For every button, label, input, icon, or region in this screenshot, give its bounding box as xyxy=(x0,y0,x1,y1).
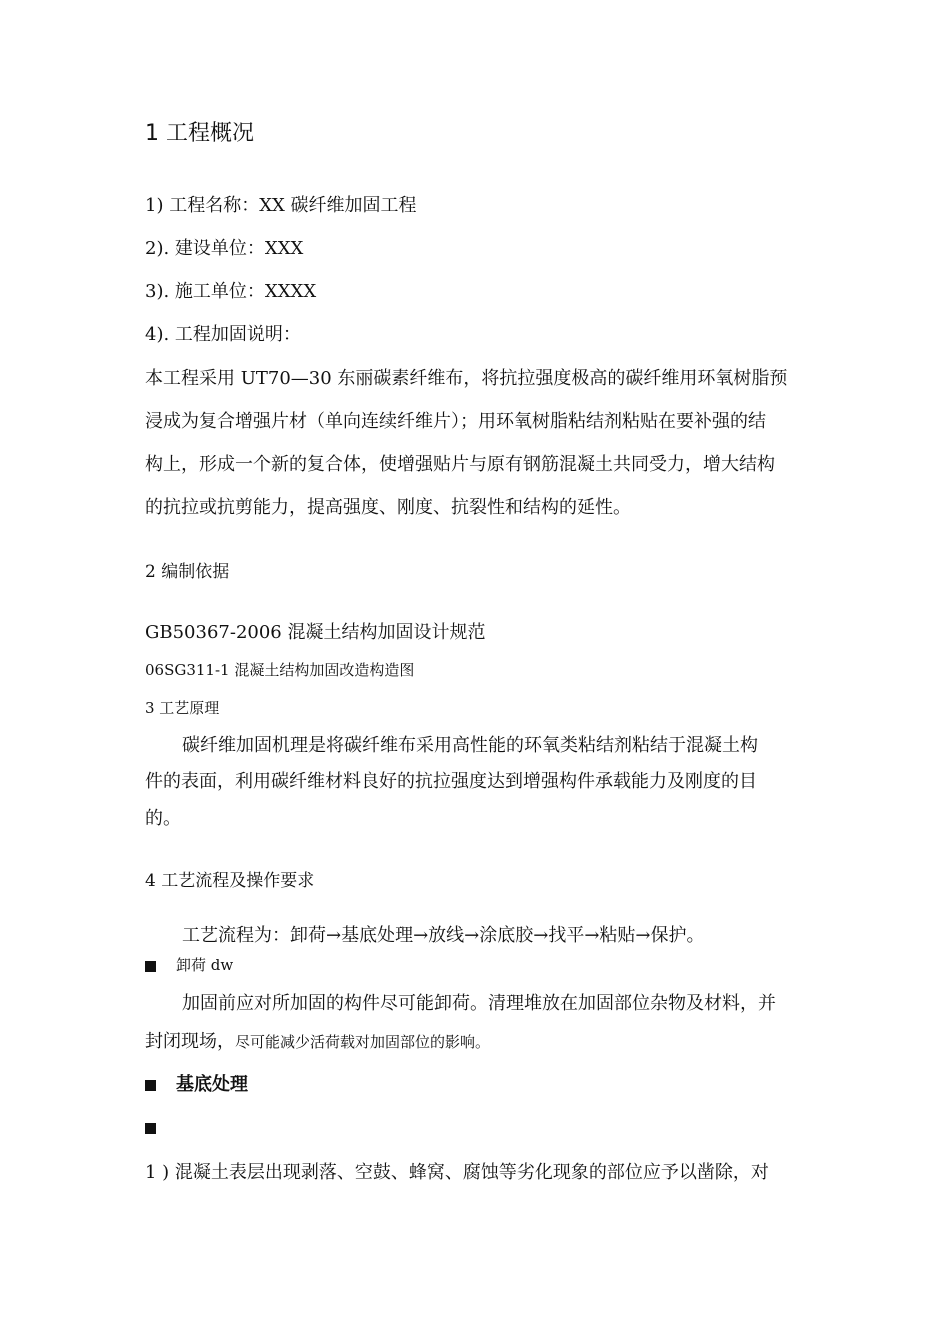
contractor-item: 3). 施工单位：XXXX xyxy=(145,281,317,302)
section-3-heading: 3 工艺原理 xyxy=(145,699,220,717)
square-bullet-icon xyxy=(145,1123,156,1134)
section-3-paragraph-line: 碳纤维加固机理是将碳纤维布采用高性能的环氧类粘结剂粘结于混凝土构 xyxy=(182,735,758,756)
section-1-heading: 1 工程概况 xyxy=(145,121,254,146)
section-3-paragraph-line: 的。 xyxy=(145,808,181,829)
unload-line-part: 尽可能减少活荷载对加固部位的影响。 xyxy=(235,1033,491,1051)
unload-line-part: 封闭现场， xyxy=(145,1031,235,1052)
reference-06sg311: 06SG311-1 混凝土结构加固改造构造图 xyxy=(145,661,415,679)
unload-paragraph-line: 加固前应对所加固的构件尽可能卸荷。清理堆放在加固部位杂物及材料，并 xyxy=(182,993,776,1014)
reinforcement-desc-item: 4). 工程加固说明： xyxy=(145,324,301,345)
section-1-paragraph-line: 本工程采用 UT70—30 东丽碳素纤维布，将抗拉强度极高的碳纤维用环氧树脂预 xyxy=(145,368,788,389)
square-bullet-icon xyxy=(145,961,156,972)
bullet-empty xyxy=(145,1119,176,1137)
project-name-item: 1) 工程名称：XX 碳纤维加固工程 xyxy=(145,195,417,216)
unload-paragraph-line xyxy=(145,1033,490,1051)
bullet-unload-label: 卸荷 dw xyxy=(176,956,234,974)
bullet-base-treatment xyxy=(145,1076,248,1094)
square-bullet-icon xyxy=(145,1080,156,1091)
section-4-heading: 4 工艺流程及操作要求 xyxy=(145,871,315,891)
bullet-unload xyxy=(145,958,233,973)
section-2-heading: 2 编制依据 xyxy=(145,562,230,582)
process-flow: 工艺流程为：卸荷→基底处理→放线→涂底胶→找平→粘贴→保护。 xyxy=(182,925,705,946)
owner-item: 2). 建设单位：XXX xyxy=(145,238,304,259)
section-1-paragraph-line: 构上，形成一个新的复合体，使增强贴片与原有钢筋混凝土共同受力，增大结构 xyxy=(145,454,775,475)
section-3-paragraph-line: 件的表面，利用碳纤维材料良好的抗拉强度达到增强构件承载能力及刚度的目 xyxy=(145,771,757,792)
section-1-paragraph-line: 浸成为复合增强片材（单向连续纤维片）；用环氧树脂粘结剂粘贴在要补强的结 xyxy=(145,411,766,432)
base-treatment-item-1: 1 ) 混凝土表层出现剥落、空鼓、蜂窝、腐蚀等劣化现象的部位应予以凿除，对 xyxy=(145,1162,769,1183)
bullet-base-treatment-label: 基底处理 xyxy=(176,1074,248,1095)
reference-gb50367: GB50367-2006 混凝土结构加固设计规范 xyxy=(145,622,486,643)
section-1-paragraph-line: 的抗拉或抗剪能力，提高强度、刚度、抗裂性和结构的延性。 xyxy=(145,497,631,518)
